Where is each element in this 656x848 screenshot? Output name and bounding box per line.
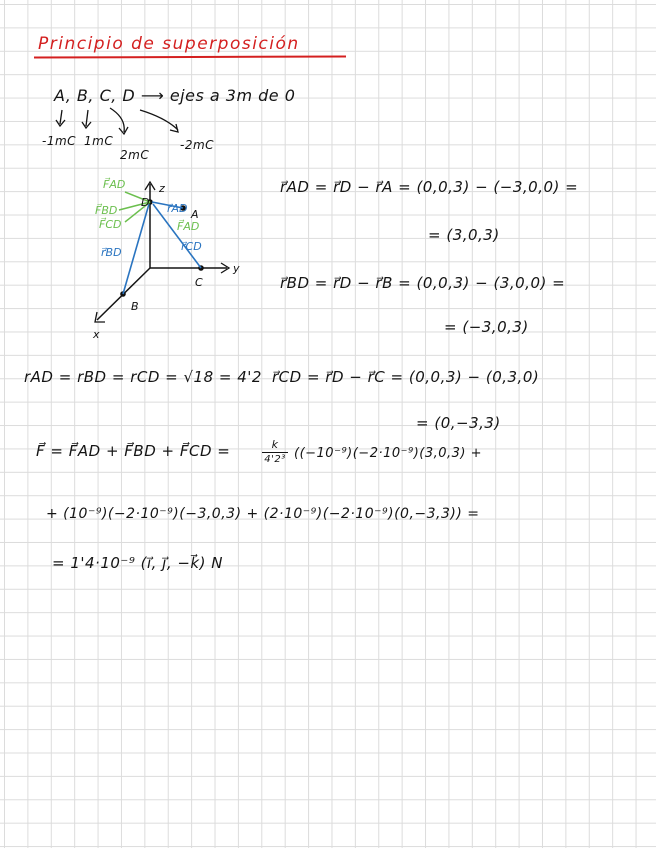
charges-line: A, B, C, D ⟶ ejes a 3m de 0	[54, 86, 296, 105]
eq-force-term1: ((−10⁻⁹)(−2·10⁻⁹)(3,0,3) +	[294, 446, 483, 461]
r-bd-vector	[123, 204, 149, 294]
a-label: A	[191, 208, 199, 221]
f-bd-label: F⃗BD	[95, 204, 118, 217]
y-label: y	[233, 262, 240, 275]
fraction	[262, 438, 288, 465]
f-ad-label-2: F⃗AD	[177, 220, 200, 233]
eq-r-ad: r⃗AD = r⃗D − r⃗A = (0,0,3) − (−3,0,0) =	[280, 178, 579, 196]
fraction-denominator: 4'2³	[264, 454, 286, 465]
eq-result: = 1'4·10⁻⁹ (ı⃗, ȷ⃗, −k⃗) N	[52, 554, 223, 572]
fraction-numerator: k	[271, 438, 279, 451]
c-label: C	[195, 276, 203, 289]
eq-force-sum: F⃗ = F⃗AD + F⃗BD + F⃗CD =	[36, 442, 231, 460]
vector-diagram	[85, 172, 255, 347]
charge-label-b: 1mC	[84, 134, 114, 148]
eq-r-bd-result: = (−3,0,3)	[444, 318, 529, 336]
page-title: Principio de superposición	[38, 34, 300, 54]
r-ad-label: r⃗AD	[167, 202, 188, 215]
charge-label-d: -2mC	[180, 138, 215, 152]
eq-r-cd-result: = (0,−3,3)	[416, 414, 501, 432]
eq-r-bd: r⃗BD = r⃗D − r⃗B = (0,0,3) − (3,0,0) =	[280, 274, 566, 292]
r-bd-label: r⃗BD	[101, 246, 122, 259]
x-label: x	[93, 328, 100, 341]
f-ad-label: F⃗AD	[103, 178, 126, 191]
title-underline	[34, 55, 346, 58]
charge-label-a: -1mC	[42, 134, 77, 148]
charge-label-c: 2mC	[120, 148, 150, 162]
eq-r-cd: r⃗CD = r⃗D − r⃗C = (0,0,3) − (0,3,0)	[272, 368, 540, 386]
eq-r-ad-result: = (3,0,3)	[428, 226, 500, 244]
d-label: D	[141, 196, 150, 209]
r-cd-label: r⃗CD	[181, 240, 202, 253]
z-label: z	[159, 182, 165, 195]
eq-magnitudes: rAD = rBD = rCD = √18 = 4'2	[24, 368, 262, 386]
eq-force-line2: + (10⁻⁹)(−2·10⁻⁹)(−3,0,3) + (2·10⁻⁹)(−2·10⁻⁹)(0,−3,3)) =	[46, 506, 480, 522]
f-cd-label: F⃗CD	[99, 218, 122, 231]
fraction-bar	[262, 452, 288, 453]
b-label: B	[131, 300, 139, 313]
